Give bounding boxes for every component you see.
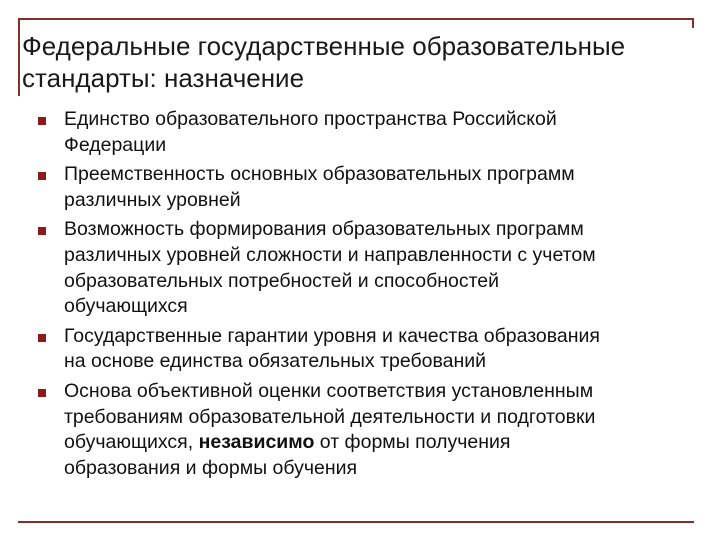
bullet-list <box>38 107 698 481</box>
frame-right-tick <box>692 18 694 28</box>
bullet-item-3 <box>38 217 698 319</box>
bullet-1-line-1: Единство образовательного пространства Российской <box>64 108 557 130</box>
bullet-item-2 <box>38 162 698 213</box>
bullet-3-line-1: Возможность формирования образовательных программ <box>64 218 584 241</box>
bullet-3-line-4: обучающихся <box>64 295 188 318</box>
bullet-3-line-3: образовательных потребностей и способностей <box>64 269 500 292</box>
slide-title-line-1: Федеральные государственные образовательные <box>22 31 626 61</box>
slide-title-line-2: стандарты: назначение <box>22 63 305 93</box>
bullet-5-line-2: требованиям образовательной деятельности и подготовки <box>64 405 596 428</box>
bullet-5-bold-word: независимо <box>198 431 315 454</box>
bullet-3-line-2: различных уровней сложности и направленности с учетом <box>64 243 596 266</box>
bullet-2-line-1: Преемственность основных образовательных программ <box>64 163 575 186</box>
square-bullet-icon <box>38 334 46 342</box>
square-bullet-icon <box>38 172 46 180</box>
bullet-5-line-3 <box>64 430 698 456</box>
square-bullet-icon <box>38 117 46 125</box>
slide-title <box>22 30 702 94</box>
bullet-item-1 <box>38 107 698 158</box>
square-bullet-icon <box>38 227 46 235</box>
frame-bottom-rule <box>18 521 694 523</box>
bullet-5-line-4: образования и формы обучения <box>64 456 358 479</box>
bullet-4-line-2: на основе единства обязательных требований <box>64 350 487 373</box>
bullet-5-line-3-before: обучающихся, <box>64 431 199 454</box>
bullet-5-line-3-after: от формы получения <box>314 431 511 454</box>
bullet-5-line-1: Основа объективной оценки соответствия установленным <box>64 379 594 402</box>
bullet-2-line-2: различных уровней <box>64 188 241 211</box>
bullet-4-line-1: Государственные гарантии уровня и качества образования <box>64 324 600 347</box>
bullet-item-4 <box>38 324 698 375</box>
frame-left-rule <box>18 18 20 96</box>
bullet-item-5 <box>38 379 698 481</box>
bullet-1-line-2: Федерации <box>64 133 167 156</box>
square-bullet-icon <box>38 389 46 397</box>
frame-top-rule <box>18 18 694 20</box>
